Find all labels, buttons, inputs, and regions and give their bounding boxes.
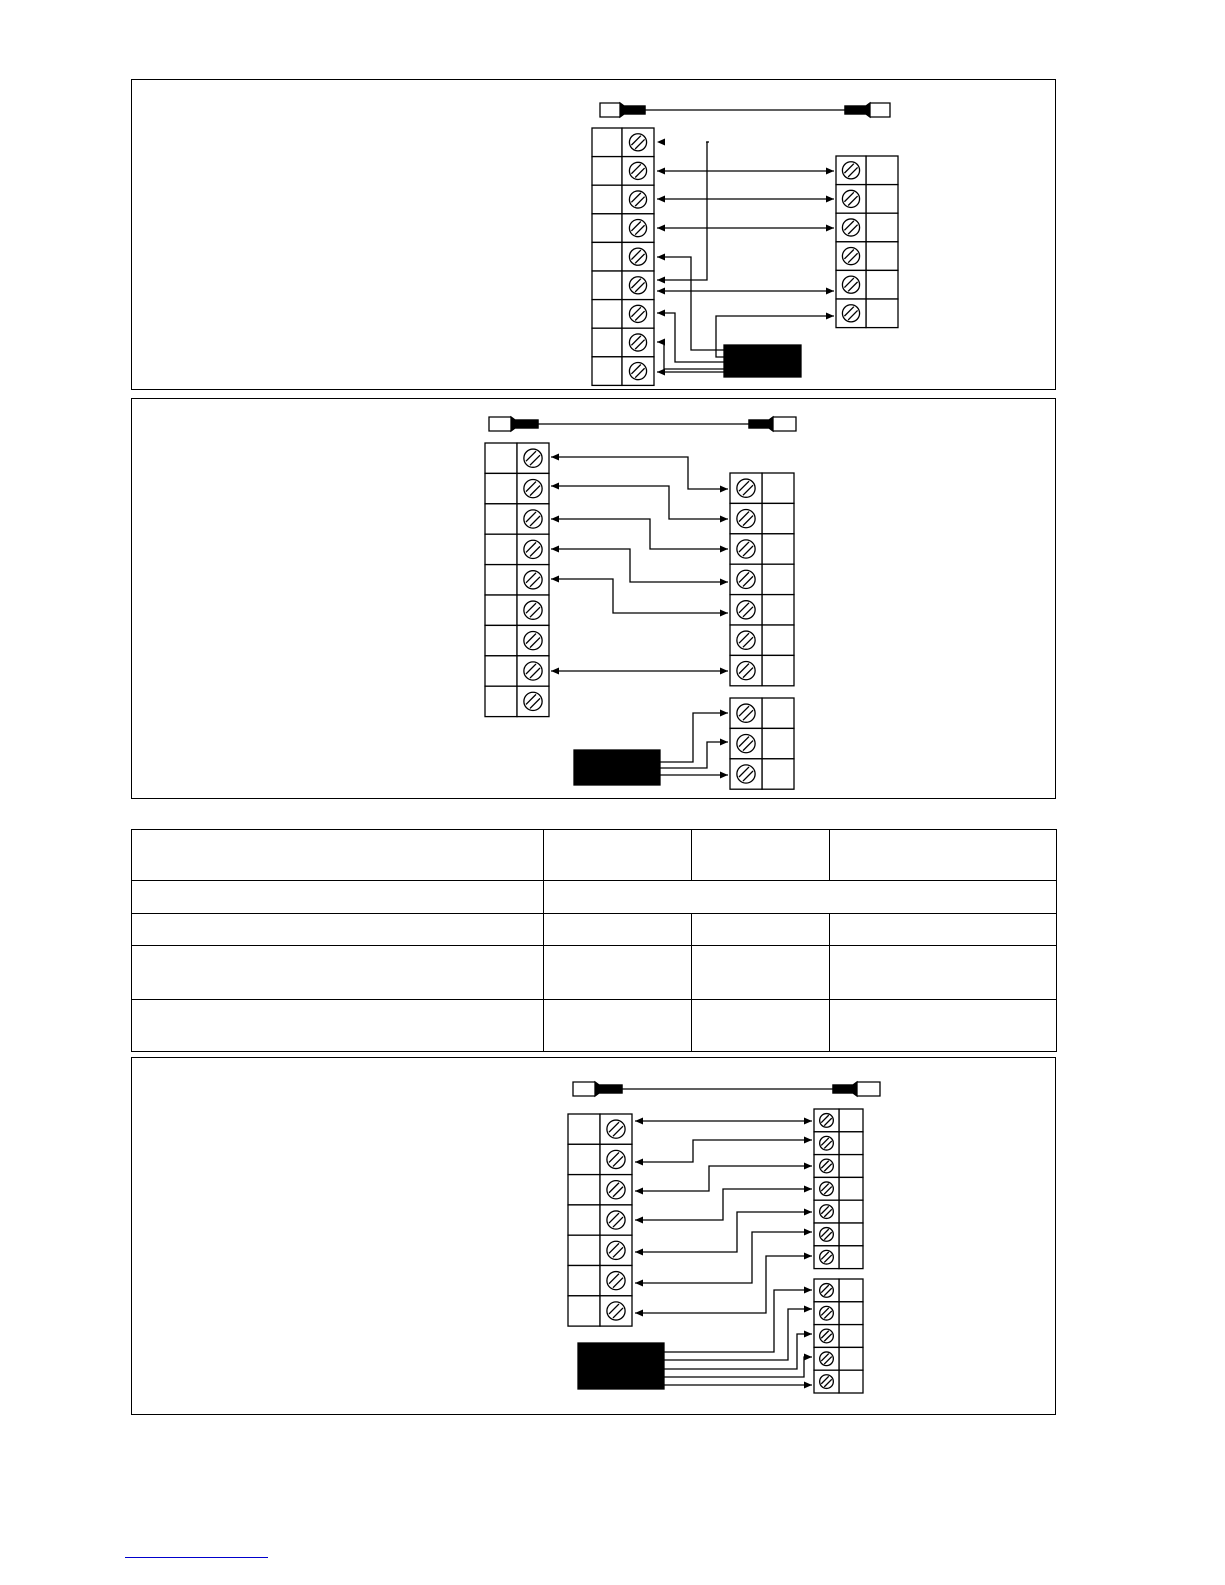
arrowhead — [720, 710, 728, 717]
terminal-label-cell — [762, 655, 794, 685]
wire — [635, 1166, 812, 1191]
sensor-unit — [724, 345, 801, 377]
arrowhead — [635, 1188, 643, 1195]
cable-symbol — [489, 417, 796, 431]
arrowhead — [657, 225, 665, 232]
table-cell — [830, 946, 1057, 1000]
terminal-label-cell — [592, 300, 622, 329]
terminal-label-cell — [839, 1109, 863, 1132]
table-cell — [692, 914, 830, 946]
arrowhead — [804, 1354, 812, 1361]
arrowhead — [657, 288, 665, 295]
terminal-label-cell — [568, 1296, 600, 1326]
terminal — [485, 625, 549, 655]
arrowhead — [804, 1306, 812, 1313]
terminal — [814, 1347, 863, 1370]
arrowhead — [804, 1229, 812, 1236]
wire — [635, 1140, 812, 1162]
arrowhead — [657, 277, 665, 284]
terminal-screw-cell — [600, 1144, 632, 1174]
terminal — [730, 473, 794, 503]
terminal-label-cell — [839, 1325, 863, 1348]
footer-rule — [125, 1557, 268, 1558]
terminal — [730, 759, 794, 789]
table-cell — [132, 1000, 544, 1052]
table-cell — [830, 914, 1057, 946]
terminal-label-cell — [762, 595, 794, 625]
terminal-screw-cell — [517, 595, 549, 625]
arrowhead — [804, 1253, 812, 1260]
arrowhead — [657, 254, 665, 261]
arrowhead — [635, 1310, 643, 1317]
arrowhead — [804, 1331, 812, 1338]
terminal — [730, 503, 794, 533]
arrowhead — [720, 486, 728, 493]
wire — [635, 1232, 812, 1283]
arrowhead — [720, 516, 728, 523]
left-terminal-block — [568, 1114, 632, 1326]
table-cell — [830, 830, 1057, 881]
terminal-label-cell — [762, 728, 794, 758]
terminal — [485, 473, 549, 503]
right-terminal-block — [836, 156, 898, 328]
terminal-label-cell — [592, 271, 622, 300]
terminal-screw-cell — [814, 1347, 839, 1370]
terminal-screw-cell — [814, 1223, 839, 1246]
wiring-diagram-2 — [131, 398, 1056, 799]
terminal-label-cell — [485, 534, 517, 564]
terminal — [592, 357, 654, 386]
terminal — [836, 185, 898, 214]
arrowhead — [804, 1209, 812, 1216]
terminal-label-cell — [762, 625, 794, 655]
wiring-diagram-3-svg — [132, 1058, 1057, 1416]
terminal-screw-cell — [517, 534, 549, 564]
terminal — [814, 1279, 863, 1302]
terminal-screw-cell — [730, 564, 762, 594]
terminal-label-cell — [839, 1246, 863, 1269]
terminal — [730, 655, 794, 685]
terminal — [730, 595, 794, 625]
terminal-screw-cell — [814, 1302, 839, 1325]
terminal-label-cell — [762, 503, 794, 533]
wire — [660, 713, 728, 762]
terminal-screw-cell — [622, 271, 654, 300]
terminal — [836, 213, 898, 242]
terminal-label-cell — [839, 1223, 863, 1246]
terminal — [592, 214, 654, 243]
terminal-screw-cell — [600, 1205, 632, 1235]
table-cell — [692, 946, 830, 1000]
terminal-label-cell — [839, 1302, 863, 1325]
terminal-screw-cell — [600, 1266, 632, 1296]
terminal — [485, 565, 549, 595]
terminal-screw-cell — [814, 1246, 839, 1269]
terminal — [836, 299, 898, 328]
wiring-diagram-1 — [131, 79, 1056, 390]
sensor-unit — [578, 1343, 664, 1389]
arrowhead — [551, 454, 559, 461]
terminal-screw-cell — [517, 443, 549, 473]
terminal-label-cell — [839, 1177, 863, 1200]
arrowhead — [826, 196, 834, 203]
terminal-label-cell — [568, 1144, 600, 1174]
terminal-label-cell — [839, 1132, 863, 1155]
terminal — [814, 1132, 863, 1155]
terminal — [814, 1200, 863, 1223]
arrowhead — [826, 168, 834, 175]
arrowhead — [635, 1159, 643, 1166]
wire — [660, 742, 728, 768]
terminal-screw-cell — [622, 357, 654, 386]
arrowhead — [720, 739, 728, 746]
wire — [551, 486, 728, 519]
terminal-label-cell — [485, 656, 517, 686]
wiring-diagram-1-svg — [132, 80, 1057, 391]
terminal — [485, 534, 549, 564]
terminal-screw-cell — [517, 656, 549, 686]
terminal-label-cell — [485, 686, 517, 716]
terminal-screw-cell — [517, 504, 549, 534]
terminal-screw-cell — [836, 270, 866, 299]
table-cell — [132, 881, 544, 914]
terminal-label-cell — [592, 185, 622, 214]
arrowhead — [635, 1118, 643, 1125]
terminal — [485, 686, 549, 716]
terminal-label-cell — [839, 1370, 863, 1393]
terminal-label-cell — [762, 698, 794, 728]
wire — [551, 519, 728, 549]
table-cell — [544, 1000, 692, 1052]
terminal — [568, 1205, 632, 1235]
terminal — [568, 1266, 632, 1296]
terminal-screw-cell — [836, 242, 866, 271]
terminal-screw-cell — [730, 728, 762, 758]
terminal-label-cell — [592, 242, 622, 271]
arrowhead — [657, 310, 665, 317]
terminal — [730, 728, 794, 758]
terminal-label-cell — [592, 157, 622, 186]
wire — [635, 1256, 812, 1313]
terminal-screw-cell — [814, 1279, 839, 1302]
arrowhead — [826, 288, 834, 295]
terminal-screw-cell — [730, 595, 762, 625]
terminal-screw-cell — [730, 759, 762, 789]
terminal-screw-cell — [814, 1109, 839, 1132]
wire — [635, 1189, 812, 1220]
table-cell — [692, 1000, 830, 1052]
terminal-screw-cell — [730, 473, 762, 503]
terminal-screw-cell — [814, 1200, 839, 1223]
terminal — [485, 656, 549, 686]
terminal-label-cell — [592, 357, 622, 386]
terminal-screw-cell — [836, 213, 866, 242]
table-cell — [132, 914, 544, 946]
terminal-screw-cell — [814, 1155, 839, 1178]
arrowhead — [804, 1287, 812, 1294]
spec-table — [131, 829, 1057, 1052]
terminal-screw-cell — [622, 214, 654, 243]
terminal — [568, 1114, 632, 1144]
wire — [664, 1290, 812, 1352]
terminal — [814, 1302, 863, 1325]
sensor-unit — [574, 750, 660, 785]
wire — [657, 257, 724, 350]
terminal-screw-cell — [814, 1325, 839, 1348]
wiring-diagram-2-svg — [132, 399, 1057, 800]
terminal — [485, 595, 549, 625]
terminal-screw-cell — [814, 1177, 839, 1200]
terminal — [730, 564, 794, 594]
terminal — [568, 1296, 632, 1326]
terminal-screw-cell — [600, 1114, 632, 1144]
arrowhead — [657, 339, 665, 346]
terminal — [814, 1325, 863, 1348]
terminal — [814, 1370, 863, 1393]
terminal-screw-cell — [622, 242, 654, 271]
terminal-label-cell — [866, 299, 898, 328]
terminal-label-cell — [762, 534, 794, 564]
arrowhead — [804, 1163, 812, 1170]
terminal-screw-cell — [517, 625, 549, 655]
terminal — [814, 1246, 863, 1269]
terminal-label-cell — [866, 213, 898, 242]
terminal-label-cell — [568, 1266, 600, 1296]
terminal-screw-cell — [730, 503, 762, 533]
terminal-label-cell — [485, 504, 517, 534]
terminal — [836, 242, 898, 271]
arrowhead — [720, 546, 728, 553]
terminal-label-cell — [485, 625, 517, 655]
terminal — [592, 242, 654, 271]
arrowhead — [551, 516, 559, 523]
wire — [551, 457, 728, 489]
terminal-screw-cell — [517, 686, 549, 716]
table-cell — [132, 946, 544, 1000]
terminal-label-cell — [866, 242, 898, 271]
wires — [657, 142, 834, 372]
terminal-label-cell — [568, 1235, 600, 1265]
cable-symbol — [573, 1082, 880, 1096]
table-cell — [692, 830, 830, 881]
arrowhead — [804, 1186, 812, 1193]
terminal-screw-cell — [814, 1132, 839, 1155]
table-cell — [830, 1000, 1057, 1052]
terminal-label-cell — [762, 759, 794, 789]
terminal-label-cell — [568, 1175, 600, 1205]
terminal-label-cell — [485, 443, 517, 473]
terminal-screw-cell — [622, 185, 654, 214]
arrowheads — [551, 454, 728, 779]
table-row — [132, 946, 1057, 1000]
terminal — [814, 1223, 863, 1246]
arrowhead — [551, 546, 559, 553]
right-terminal-block-upper — [730, 473, 794, 686]
terminal — [814, 1177, 863, 1200]
arrowhead — [720, 579, 728, 586]
arrowhead — [551, 668, 559, 675]
arrowhead — [551, 483, 559, 490]
terminal — [814, 1155, 863, 1178]
terminal — [836, 156, 898, 185]
terminal — [730, 698, 794, 728]
terminal-label-cell — [762, 564, 794, 594]
table-cell — [544, 881, 1057, 914]
terminal — [730, 625, 794, 655]
terminal-label-cell — [568, 1114, 600, 1144]
terminal-label-cell — [592, 128, 622, 157]
terminal-label-cell — [485, 595, 517, 625]
right-terminal-block-lower — [730, 698, 794, 789]
terminal-screw-cell — [622, 128, 654, 157]
terminal — [730, 534, 794, 564]
terminal-label-cell — [762, 473, 794, 503]
terminal — [485, 443, 549, 473]
terminal — [814, 1109, 863, 1132]
right-terminal-block-lower — [814, 1279, 863, 1393]
table-row — [132, 1000, 1057, 1052]
table-row — [132, 881, 1057, 914]
terminal-label-cell — [485, 565, 517, 595]
arrowhead — [804, 1137, 812, 1144]
wire — [551, 549, 728, 582]
terminal — [568, 1144, 632, 1174]
table-cell — [132, 830, 544, 881]
terminal-screw-cell — [600, 1175, 632, 1205]
wire — [551, 579, 728, 613]
terminal — [485, 504, 549, 534]
terminal-screw-cell — [517, 473, 549, 503]
terminal-screw-cell — [836, 299, 866, 328]
arrowhead — [551, 576, 559, 583]
terminal — [568, 1175, 632, 1205]
arrowhead — [657, 369, 665, 376]
cable-symbol — [600, 103, 890, 117]
arrowhead — [826, 225, 834, 232]
terminal — [592, 328, 654, 357]
table-row — [132, 914, 1057, 946]
table-row — [132, 830, 1057, 881]
terminal-label-cell — [866, 270, 898, 299]
terminal — [592, 185, 654, 214]
terminal-label-cell — [839, 1279, 863, 1302]
terminal-screw-cell — [517, 565, 549, 595]
arrowhead — [804, 1118, 812, 1125]
terminal-screw-cell — [730, 698, 762, 728]
terminal — [592, 128, 654, 157]
terminal-label-cell — [866, 156, 898, 185]
arrowhead — [657, 196, 665, 203]
terminal-label-cell — [839, 1155, 863, 1178]
terminal — [836, 270, 898, 299]
table-cell — [544, 914, 692, 946]
wiring-diagram-3 — [131, 1057, 1056, 1415]
terminal-label-cell — [839, 1200, 863, 1223]
arrowhead — [720, 668, 728, 675]
terminal-screw-cell — [622, 328, 654, 357]
terminal-label-cell — [485, 473, 517, 503]
terminal-screw-cell — [814, 1370, 839, 1393]
terminal — [592, 300, 654, 329]
terminal-screw-cell — [622, 300, 654, 329]
terminal-screw-cell — [836, 185, 866, 214]
terminal-label-cell — [568, 1205, 600, 1235]
arrowhead — [635, 1249, 643, 1256]
terminal-screw-cell — [836, 156, 866, 185]
terminal-label-cell — [592, 328, 622, 357]
terminal-screw-cell — [730, 655, 762, 685]
arrowhead — [657, 139, 665, 146]
arrowhead — [635, 1217, 643, 1224]
terminal-label-cell — [866, 185, 898, 214]
terminal — [592, 157, 654, 186]
arrowhead — [826, 313, 834, 320]
table-cell — [544, 830, 692, 881]
terminal-label-cell — [839, 1347, 863, 1370]
terminal — [568, 1235, 632, 1265]
arrowhead — [635, 1280, 643, 1287]
table-cell — [544, 946, 692, 1000]
terminal-screw-cell — [600, 1296, 632, 1326]
terminal — [592, 271, 654, 300]
terminal-screw-cell — [622, 157, 654, 186]
left-terminal-block — [592, 128, 654, 385]
arrowhead — [657, 168, 665, 175]
right-terminal-block-upper — [814, 1109, 863, 1269]
arrowhead — [720, 772, 728, 779]
arrowhead — [804, 1382, 812, 1389]
wires — [551, 457, 728, 775]
left-terminal-block — [485, 443, 549, 717]
terminal-screw-cell — [600, 1235, 632, 1265]
terminal-label-cell — [592, 214, 622, 243]
terminal-screw-cell — [730, 625, 762, 655]
terminal-screw-cell — [730, 534, 762, 564]
arrowhead — [720, 610, 728, 617]
